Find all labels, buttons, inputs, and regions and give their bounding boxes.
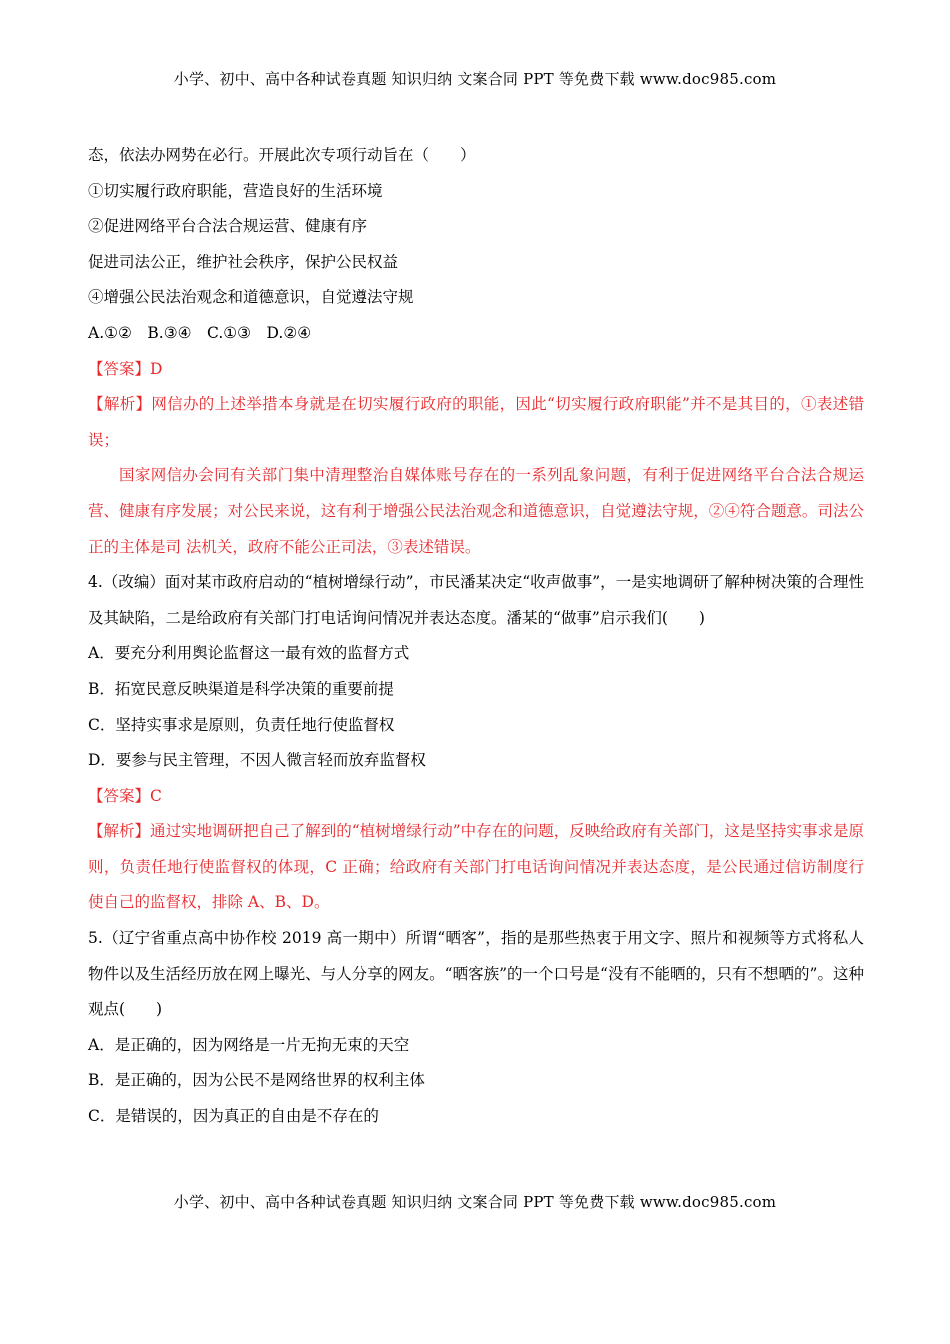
q3-answer: 【答案】D: [88, 359, 163, 378]
q5-stem: 5.（辽宁省重点高中协作校 2019 高一期中）所谓“晒客”，指的是那些热衷于用文字、照片和视频等方式将私人物件以及生活经历放在网上曝光、与人分享的网友。“晒客族”的一个口号是“没有不能晒的，只有不想晒的”。这种观点( ): [88, 929, 864, 1019]
q3-statement-4: ④增强公民法治观念和道德意识，自觉遵法守规: [88, 288, 414, 307]
q4-option-d: D．要参与民主管理，不因人微言轻而放弃监督权: [88, 751, 426, 770]
q3-analysis-2: 国家网信办会同有关部门集中清理整治自媒体账号存在的一系列乱象问题，有利于促进网络平台合法合规运营、健康有序发展；对公民来说，这有利于增强公民法治观念和道德意识，自觉遵法守规，②④符合题意。司法公正的主体是司 法机关，政府不能公正司法，③表述错误。: [88, 466, 864, 556]
page-content: [88, 138, 864, 1135]
q3-analysis-1: 【解析】网信办的上述举措本身就是在切实履行政府的职能，因此“切实履行政府职能”并不是其目的，①表述错误；: [88, 395, 864, 449]
q5-option-a: A．是正确的，因为网络是一片无拘无束的天空: [88, 1035, 410, 1054]
q3-choices: A.①② B.③④ C.①③ D.②④: [88, 323, 312, 342]
page-footer: 小学、初中、高中各种试卷真题 知识归纳 文案合同 PPT 等免费下载 www.doc985.com: [173, 1193, 777, 1211]
q4-analysis: 【解析】通过实地调研把自己了解到的“植树增绿行动”中存在的问题，反映给政府有关部门，这是坚持实事求是原则，负责任地行使监督权的体现，C 正确；给政府有关部门打电话询问情况并表达态度，是公民通过信访制度行使自己的监督权，排除 A、B、D。: [88, 822, 864, 912]
q4-option-a: A．要充分利用舆论监督这一最有效的监督方式: [88, 644, 410, 663]
q4-answer: 【答案】C: [88, 786, 162, 805]
q4-option-c: C．坚持实事求是原则，负责任地行使监督权: [88, 715, 395, 734]
page-header: 小学、初中、高中各种试卷真题 知识归纳 文案合同 PPT 等免费下载 www.doc985.com: [173, 70, 777, 88]
q3-statement-1: ①切实履行政府职能，营造良好的生活环境: [88, 181, 383, 200]
q4-option-b: B．拓宽民意反映渠道是科学决策的重要前提: [88, 679, 394, 698]
q3-statement-3: 促进司法公正，维护社会秩序，保护公民权益: [88, 252, 399, 271]
q5-option-b: B．是正确的，因为公民不是网络世界的权利主体: [88, 1071, 425, 1090]
q3-stem-tail: 态，依法办网势在必行。开展此次专项行动旨在（ ）: [88, 146, 476, 164]
q4-stem: 4.（改编）面对某市政府启动的“植树增绿行动”，市民潘某决定“收声做事”，一是实地调研了解种树决策的合理性及其缺陷，二是给政府有关部门打电话询问情况并表达态度。潘某的“做事”启示我们( ): [88, 573, 864, 627]
q5-option-c: C．是错误的，因为真正的自由是不存在的: [88, 1107, 379, 1126]
q3-statement-2: ②促进网络平台合法合规运营、健康有序: [88, 217, 368, 236]
